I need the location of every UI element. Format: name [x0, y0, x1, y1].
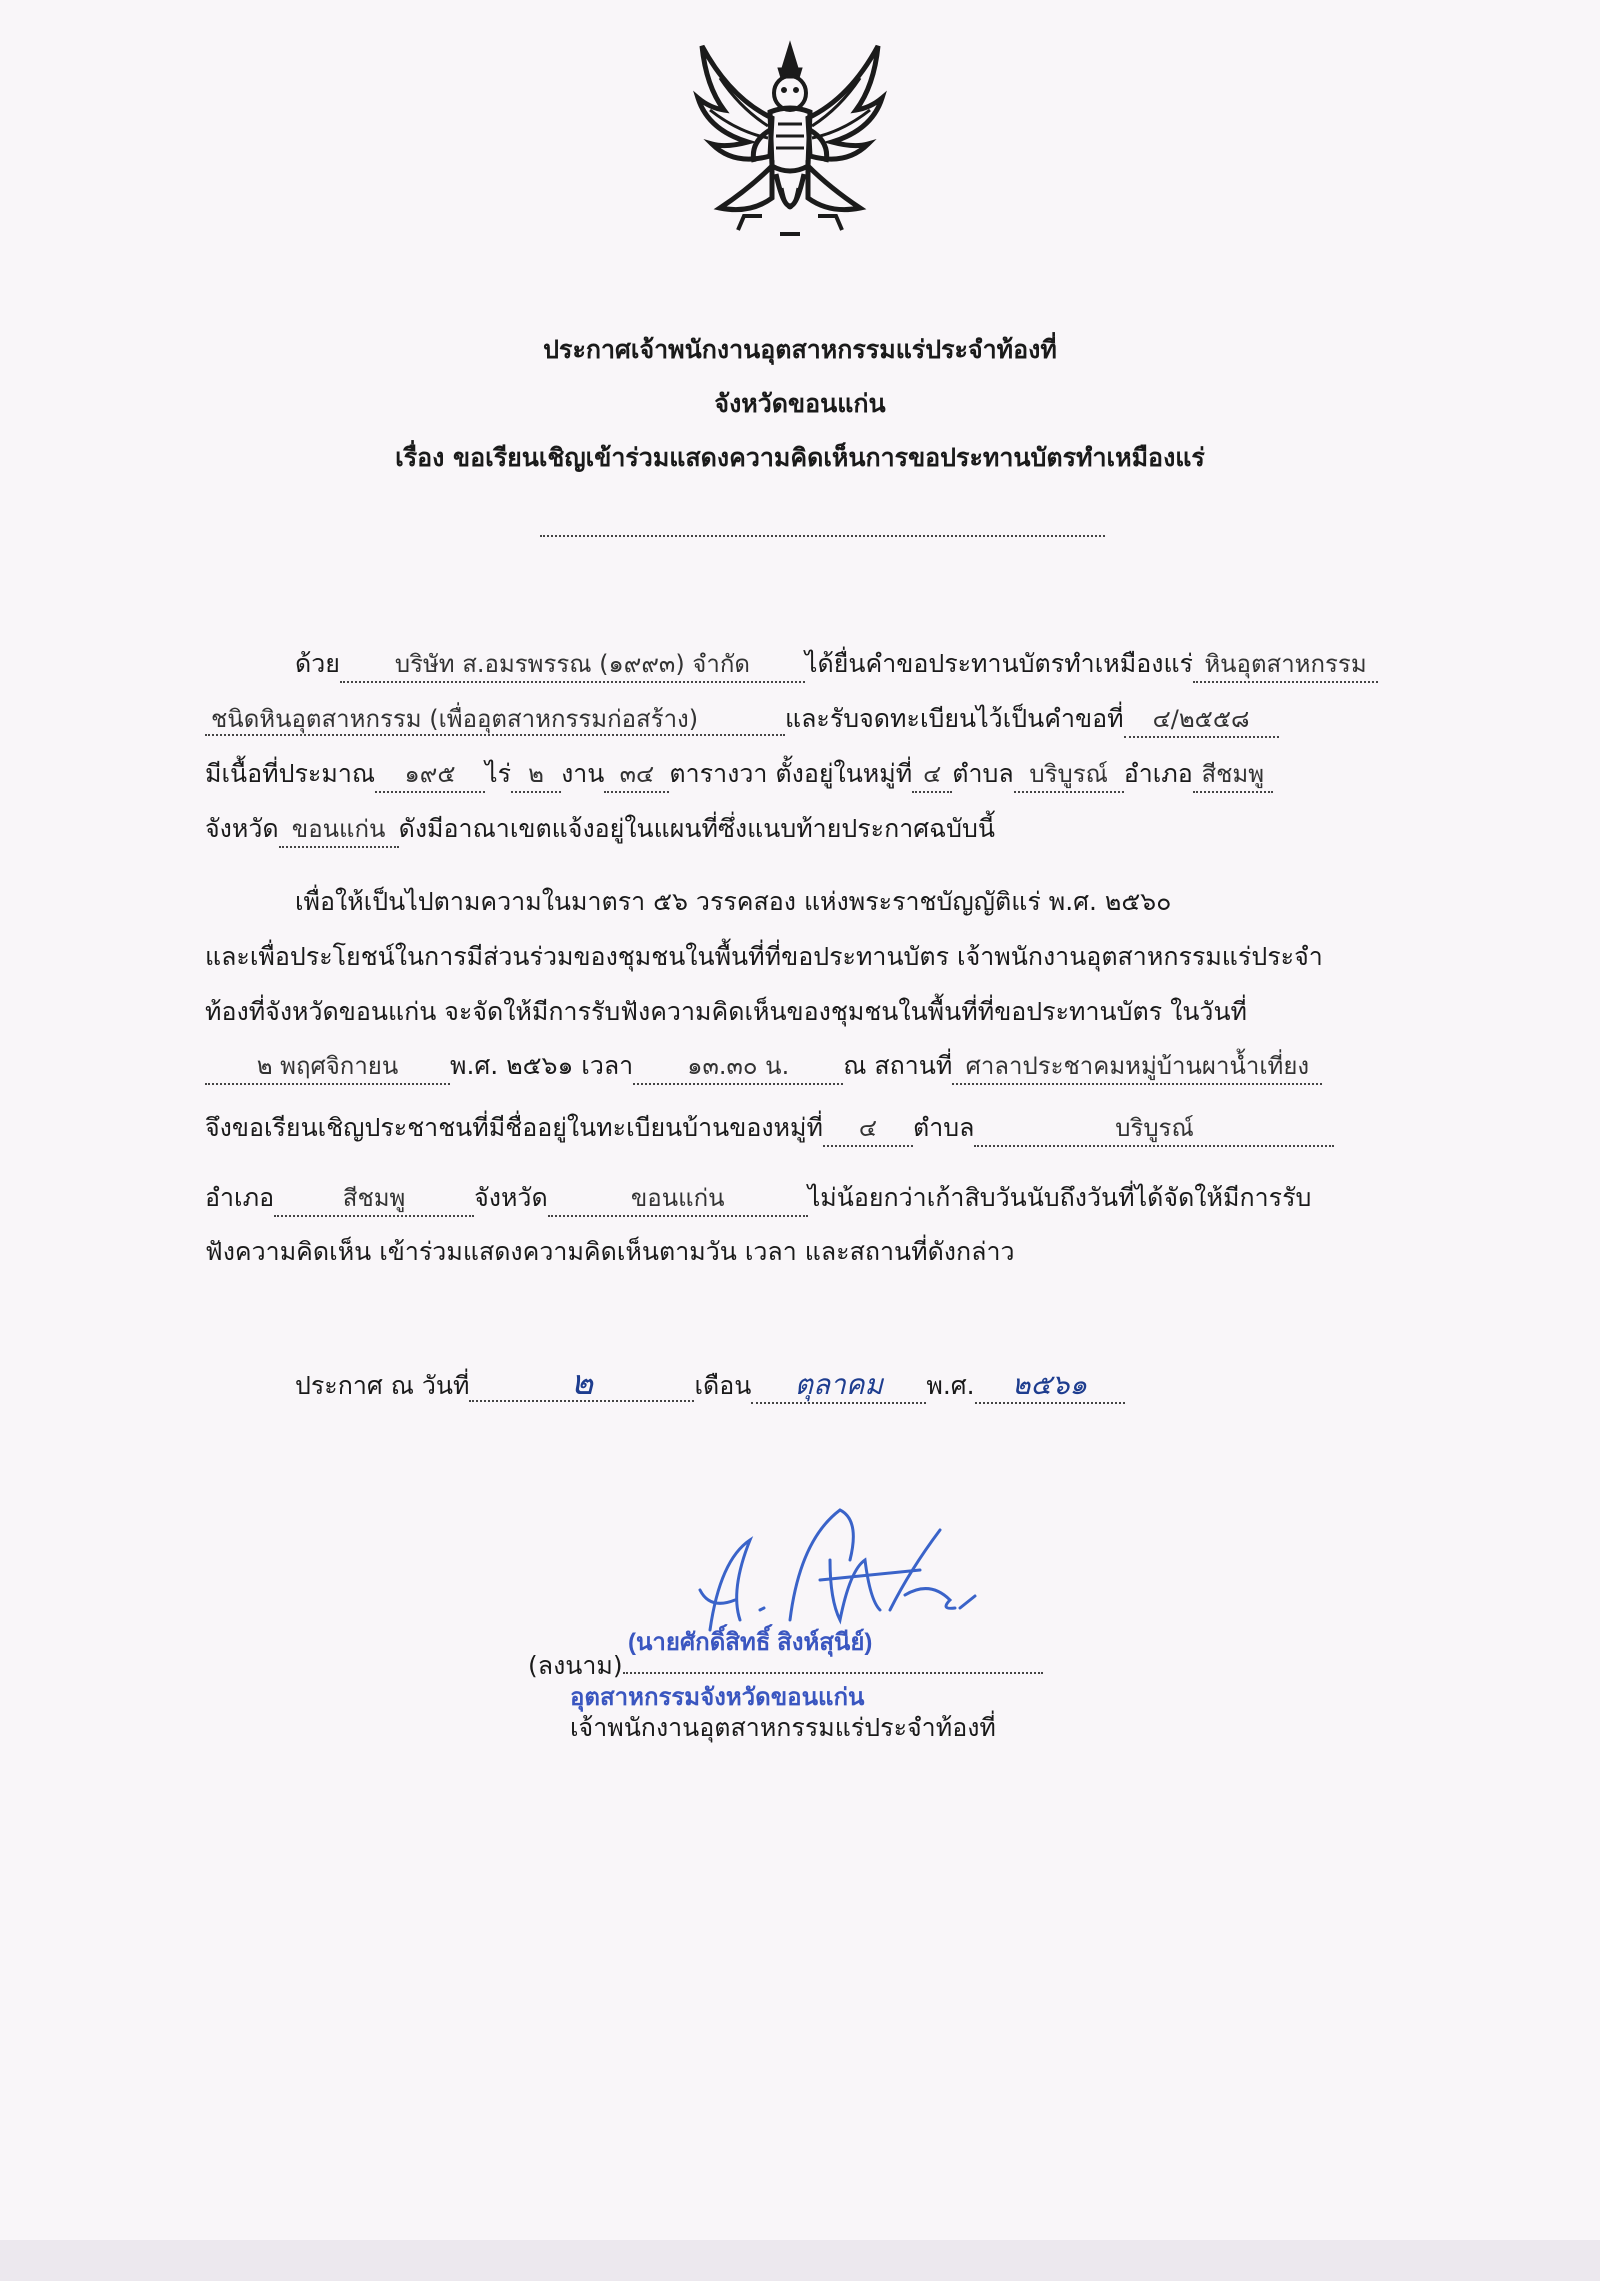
- label-text: อำเภอ: [1123, 759, 1193, 788]
- hearing-date-field: ๒ พฤศจิกายน: [205, 1051, 450, 1085]
- announce-month-field: [751, 1370, 926, 1404]
- label-text: ตารางวา ตั้งอยู่ในหมู่ที่: [669, 759, 913, 788]
- label-text: ด้วย: [295, 649, 340, 678]
- label-text: จึงขอเรียนเชิญประชาชนที่มีชื่ออยู่ในทะเบียนบ้านของหมู่ที่: [205, 1113, 823, 1142]
- header-line-1: ประกาศเจ้าพนักงานอุตสาหกรรมแร่ประจำท้องที่: [543, 335, 1057, 364]
- p3-line-3: ฟังความคิดเห็น เข้าร่วมแสดงความคิดเห็นตามวัน เวลา และสถานที่ดังกล่าว: [205, 1237, 1015, 1266]
- p2-line-2: และเพื่อประโยชน์ในการมีส่วนร่วมของชุมชนในพื้นที่ที่ขอประทานบัตร เจ้าพนักงานอุตสาหกรรมแร่ประจำ: [205, 942, 1323, 971]
- mineral-type-field: ชนิดหินอุตสาหกรรม (เพื่ออุตสาหกรรมก่อสร้าง): [205, 704, 785, 736]
- label-text: ณ สถานที่: [843, 1051, 953, 1080]
- label-text: ไม่น้อยกว่าเก้าสิบวันนับถึงวันที่ได้จัดให้มีการรับ: [807, 1183, 1312, 1212]
- announce-day-field: [469, 1363, 694, 1403]
- invite-amphoe-field: สีชมพู: [274, 1183, 474, 1217]
- garuda-emblem-icon: [690, 38, 890, 246]
- announce-month-handwritten: ตุลาคม: [794, 1368, 883, 1401]
- announce-day-handwritten: ๒: [570, 1363, 594, 1403]
- signer-org-stamp: อุตสาหกรรมจังหวัดขอนแก่น: [570, 1684, 865, 1711]
- area-wa-field: ๓๔: [604, 759, 669, 793]
- hearing-time-field: ๑๓.๓๐ น.: [633, 1051, 843, 1085]
- mineral-field: หินอุตสาหกรรม: [1193, 649, 1378, 683]
- province-field: ขอนแก่น: [279, 814, 399, 848]
- sign-label: (ลงนาม): [528, 1651, 623, 1680]
- label-text: ไร่: [485, 759, 512, 788]
- announce-date-line: [295, 1363, 1125, 1404]
- header-line-2: จังหวัดขอนแก่น: [714, 389, 886, 418]
- p3-line-1: [205, 1112, 1334, 1147]
- area-rai-field: ๑๙๕: [375, 759, 485, 793]
- label-text: ดังมีอาณาเขตแจ้งอยู่ในแผนที่ซึ่งแนบท้ายประกาศฉบับนี้: [398, 814, 995, 843]
- p1-line-4: [205, 813, 995, 848]
- area-ngan-field: ๒: [511, 759, 561, 793]
- announce-year-handwritten: ๒๕๖๑: [1012, 1368, 1088, 1401]
- header-subject: เรื่อง ขอเรียนเชิญเข้าร่วมแสดงความคิดเห็นการขอประทานบัตรทำเหมืองแร่: [395, 443, 1205, 472]
- label-text: ตำบล: [952, 759, 1014, 788]
- label-text: ประกาศ ณ วันที่: [295, 1371, 470, 1400]
- p1-line-2: [205, 703, 1279, 738]
- label-text: มีเนื้อที่ประมาณ: [205, 759, 376, 788]
- label-text: งาน: [561, 759, 605, 788]
- label-text: ตำบล: [912, 1113, 975, 1142]
- label-text: ได้ยื่นคำขอประทานบัตรทำเหมืองแร่: [804, 649, 1193, 678]
- request-number-field: ๔/๒๕๕๘: [1124, 704, 1279, 738]
- p1-line-1: [295, 648, 1378, 683]
- announce-year-field: [975, 1370, 1125, 1404]
- p2-line-1: เพื่อให้เป็นไปตามความในมาตรา ๕๖ วรรคสอง แห่งพระราชบัญญัติแร่ พ.ศ. ๒๕๖๐: [295, 887, 1172, 916]
- label-text: พ.ศ.: [926, 1371, 975, 1400]
- header-separator: [540, 535, 1105, 537]
- invite-province-field: ขอนแก่น: [548, 1183, 808, 1217]
- p2-line-4: [205, 1050, 1322, 1085]
- label-text: เดือน: [694, 1371, 752, 1400]
- label-text: พ.ศ. ๒๕๖๑ เวลา: [450, 1051, 634, 1080]
- company-field: บริษัท ส.อมรพรรณ (๑๙๙๓) จำกัด: [340, 649, 805, 683]
- label-text: และรับจดทะเบียนไว้เป็นคำขอที่: [785, 704, 1124, 733]
- label-text: จังหวัด: [205, 814, 279, 843]
- label-text: จังหวัด: [474, 1183, 548, 1212]
- p3-line-2: [205, 1182, 1311, 1217]
- signer-title: เจ้าพนักงานอุตสาหกรรมแร่ประจำท้องที่: [570, 1713, 996, 1742]
- invite-moo-field: ๔: [823, 1113, 913, 1147]
- p2-line-3: ท้องที่จังหวัดขอนแก่น จะจัดให้มีการรับฟังความคิดเห็นของชุมชนในพื้นที่ที่ขอประทานบัตร ในวันที่: [205, 997, 1248, 1026]
- amphoe-field: สีชมพู: [1193, 759, 1273, 793]
- p1-line-3: [205, 758, 1273, 793]
- tambon-field: บริบูรณ์: [1014, 759, 1124, 793]
- invite-tambon-field: บริบูรณ์: [974, 1113, 1334, 1147]
- signer-name-stamp: (นายศักดิ์สิทธิ์ สิงห์สุนีย์): [628, 1629, 873, 1656]
- page-bottom-edge: [0, 2240, 1600, 2281]
- label-text: อำเภอ: [205, 1183, 275, 1212]
- hearing-venue-field: ศาลาประชาคมหมู่บ้านผาน้ำเที่ยง: [952, 1051, 1322, 1085]
- moo-field: ๔: [912, 759, 952, 793]
